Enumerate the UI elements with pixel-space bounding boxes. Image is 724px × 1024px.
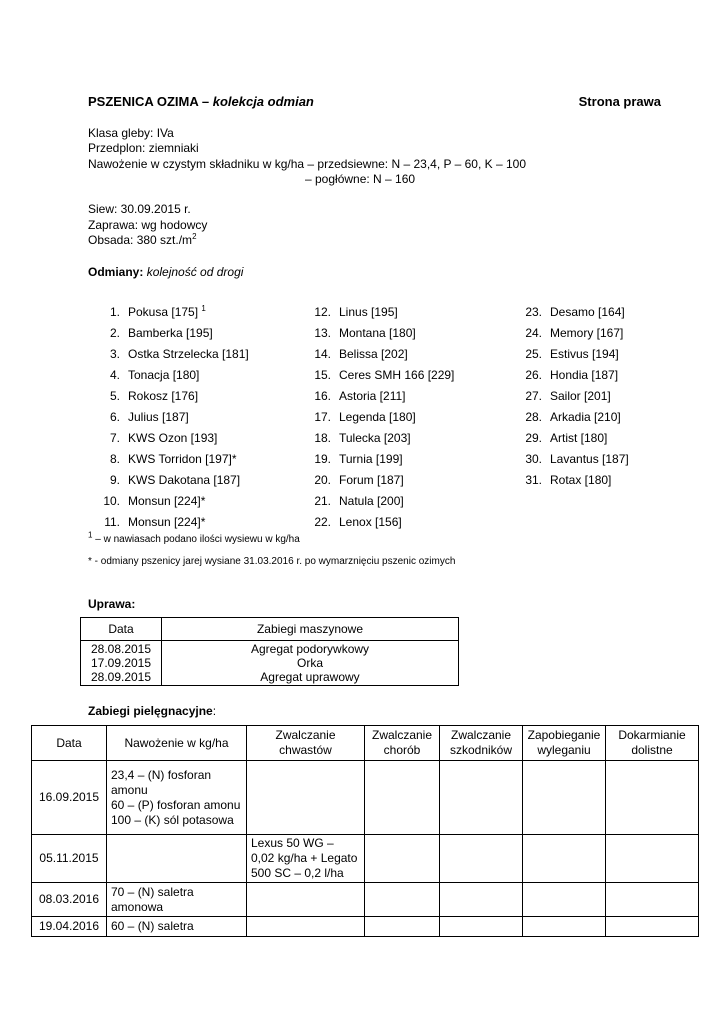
obsada bbox=[88, 233, 197, 247]
variety-number: 14. bbox=[314, 347, 331, 361]
list-item bbox=[98, 409, 249, 430]
variety-footnote-mark: 1 bbox=[201, 304, 206, 313]
list-item bbox=[98, 493, 249, 514]
uprawa-header-data: Data bbox=[81, 618, 162, 641]
zabiegi-header-nawozenie: Nawożenie w kg/ha bbox=[107, 726, 247, 761]
list-item bbox=[98, 430, 249, 451]
list-item bbox=[98, 388, 249, 409]
variety-number: 22. bbox=[314, 515, 331, 529]
variety-number: 16. bbox=[314, 389, 331, 403]
uprawa-table bbox=[80, 617, 459, 686]
row-szkodniki bbox=[440, 761, 523, 835]
zabiegi-header-choroby: Zwalczanie chorób bbox=[365, 726, 440, 761]
klasa-gleby: Klasa gleby: IVa bbox=[88, 126, 174, 140]
variety-name: Lavantus [187] bbox=[550, 452, 629, 466]
row-date: 05.11.2015 bbox=[32, 835, 107, 883]
variety-number: 8. bbox=[109, 452, 120, 466]
zaprawa: Zaprawa: wg hodowcy bbox=[88, 218, 208, 232]
obsada-sup: 2 bbox=[192, 232, 197, 241]
variety-column-1 bbox=[98, 304, 249, 535]
uprawa-dates-cell bbox=[81, 641, 162, 686]
variety-name: Legenda [180] bbox=[339, 410, 416, 424]
variety-number: 31. bbox=[525, 473, 542, 487]
odmiany-label: Odmiany: bbox=[88, 265, 144, 279]
variety-number: 30. bbox=[525, 452, 542, 466]
zabiegi-header-row bbox=[32, 726, 699, 761]
odmiany-heading bbox=[88, 265, 243, 279]
list-item bbox=[520, 346, 629, 367]
row-nawozenie bbox=[107, 917, 247, 937]
list-item bbox=[520, 409, 629, 430]
variety-name: KWS Torridon [197]* bbox=[128, 452, 237, 466]
nawozenie-entry: 23,4 – (N) fosforan amonu bbox=[111, 767, 212, 797]
variety-number: 1. bbox=[109, 305, 120, 319]
variety-name: Turnia [199] bbox=[339, 452, 403, 466]
title-main: PSZENICA OZIMA – bbox=[88, 94, 213, 109]
variety-number: 25. bbox=[525, 347, 542, 361]
row-wyleganie bbox=[523, 883, 606, 917]
variety-number: 20. bbox=[314, 473, 331, 487]
footnote-1-sup: 1 bbox=[88, 530, 93, 540]
uprawa-header-row bbox=[81, 618, 459, 641]
nawozenie-entry: 60 – (N) saletra bbox=[111, 919, 194, 933]
table-row bbox=[81, 641, 459, 686]
uprawa-label: Uprawa: bbox=[88, 597, 136, 611]
row-choroby bbox=[365, 835, 440, 883]
variety-name: Estivus [194] bbox=[550, 347, 619, 361]
row-nawozenie bbox=[107, 835, 247, 883]
variety-number: 23. bbox=[525, 305, 542, 319]
row-chwasty bbox=[247, 883, 365, 917]
list-item bbox=[309, 304, 454, 325]
variety-number: 28. bbox=[525, 410, 542, 424]
variety-number: 4. bbox=[109, 368, 120, 382]
list-item bbox=[309, 430, 454, 451]
list-item bbox=[520, 472, 629, 493]
row-date: 08.03.2016 bbox=[32, 883, 107, 917]
row-choroby bbox=[365, 761, 440, 835]
table-row bbox=[32, 761, 699, 835]
variety-name: Monsun [224]* bbox=[128, 515, 206, 529]
uprawa-zabieg: Agregat podorywkowy bbox=[250, 642, 370, 656]
title-italic: kolekcja odmian bbox=[212, 94, 314, 109]
list-item bbox=[309, 472, 454, 493]
zabiegi-header-chwasty: Zwalczanie chwastów bbox=[247, 726, 365, 761]
list-item bbox=[520, 451, 629, 472]
variety-name: KWS Dakotana [187] bbox=[128, 473, 241, 487]
row-nawozenie bbox=[107, 883, 247, 917]
zabiegi-header-szkodniki: Zwalczanie szkodników bbox=[440, 726, 523, 761]
side-label: Strona prawa bbox=[578, 94, 661, 109]
variety-name: Tonacja [180] bbox=[128, 368, 200, 382]
variety-number: 12. bbox=[314, 305, 331, 319]
odmiany-note: kolejność od drogi bbox=[146, 265, 244, 279]
variety-name: Arkadia [210] bbox=[550, 410, 621, 424]
row-nawozenie bbox=[107, 761, 247, 835]
variety-number: 7. bbox=[109, 431, 120, 445]
variety-name: Lenox [156] bbox=[339, 515, 402, 529]
variety-number: 27. bbox=[525, 389, 542, 403]
row-szkodniki bbox=[440, 883, 523, 917]
variety-number: 19. bbox=[314, 452, 331, 466]
list-item bbox=[98, 346, 249, 367]
list-item bbox=[309, 451, 454, 472]
row-wyleganie bbox=[523, 761, 606, 835]
nawozenie-entry: 70 – (N) saletra amonowa bbox=[111, 884, 194, 914]
row-wyleganie bbox=[523, 835, 606, 883]
list-item bbox=[309, 325, 454, 346]
obsada-text: Obsada: 380 szt./m bbox=[88, 233, 193, 247]
footnote-2: * - odmiany pszenicy jarej wysiane 31.03.2016 r. po wymarznięciu pszenic ozimych bbox=[88, 556, 456, 567]
variety-number: 5. bbox=[109, 389, 120, 403]
table-row bbox=[32, 917, 699, 937]
variety-name: Forum [187] bbox=[339, 473, 404, 487]
row-chwasty bbox=[247, 761, 365, 835]
row-dokarmianie bbox=[606, 835, 699, 883]
variety-name: Desamo [164] bbox=[550, 305, 625, 319]
uprawa-date: 28.08.2015 bbox=[90, 642, 152, 656]
list-item bbox=[98, 367, 249, 388]
variety-name: Bamberka [195] bbox=[128, 326, 213, 340]
row-wyleganie bbox=[523, 917, 606, 937]
variety-number: 17. bbox=[314, 410, 331, 424]
variety-number: 15. bbox=[314, 368, 331, 382]
page-title bbox=[88, 94, 314, 109]
variety-name: Rotax [180] bbox=[550, 473, 612, 487]
siew: Siew: 30.09.2015 r. bbox=[88, 202, 191, 216]
table-row bbox=[32, 883, 699, 917]
row-szkodniki bbox=[440, 835, 523, 883]
list-item bbox=[98, 472, 249, 493]
row-chwasty bbox=[247, 917, 365, 937]
row-date: 16.09.2015 bbox=[32, 761, 107, 835]
variety-name: Natula [200] bbox=[339, 494, 404, 508]
variety-number: 6. bbox=[109, 410, 120, 424]
footnote-1 bbox=[88, 530, 300, 545]
nawozenie-entry: 60 – (P) fosforan amonu bbox=[111, 797, 241, 812]
list-item bbox=[309, 388, 454, 409]
zabiegi-header-data: Data bbox=[32, 726, 107, 761]
zabiegi-table bbox=[31, 725, 699, 937]
variety-name: Monsun [224]* bbox=[128, 494, 206, 508]
variety-name: Sailor [201] bbox=[550, 389, 611, 403]
variety-number: 3. bbox=[109, 347, 120, 361]
list-item bbox=[98, 514, 249, 535]
uprawa-zabiegi-cell bbox=[162, 641, 459, 686]
variety-name: Astoria [211] bbox=[339, 389, 406, 403]
list-item bbox=[309, 514, 454, 535]
list-item bbox=[309, 346, 454, 367]
zabiegi-label bbox=[88, 704, 216, 718]
variety-name: Julius [187] bbox=[128, 410, 189, 424]
footnote-1-text: – w nawiasach podano ilości wysiewu w kg/ha bbox=[92, 534, 300, 545]
nawozenie-przedsiewne: Nawożenie w czystym składniku w kg/ha – przedsiewne: N – 23,4, P – 60, K – 100 bbox=[88, 157, 527, 171]
row-dokarmianie bbox=[606, 917, 699, 937]
list-item bbox=[520, 304, 629, 325]
uprawa-date: 17.09.2015 bbox=[90, 656, 152, 670]
list-item bbox=[309, 493, 454, 514]
list-item bbox=[309, 409, 454, 430]
row-choroby bbox=[365, 883, 440, 917]
variety-name: KWS Ozon [193] bbox=[128, 431, 218, 445]
variety-name: Artist [180] bbox=[550, 431, 608, 445]
variety-number: 29. bbox=[525, 431, 542, 445]
uprawa-date: 28.09.2015 bbox=[90, 670, 152, 684]
variety-name: Pokusa [175] bbox=[128, 305, 199, 319]
zabiegi-label-text: Zabiegi pielęgnacyjne bbox=[88, 704, 213, 718]
variety-name: Tulecka [203] bbox=[339, 431, 411, 445]
row-dokarmianie bbox=[606, 883, 699, 917]
row-date: 19.04.2016 bbox=[32, 917, 107, 937]
variety-number: 13. bbox=[314, 326, 331, 340]
list-item bbox=[98, 304, 249, 325]
zabiegi-header-wyleganie: Zapobieganie wyleganiu bbox=[523, 726, 606, 761]
row-dokarmianie bbox=[606, 761, 699, 835]
zabiegi-label-suffix: : bbox=[212, 704, 217, 718]
nawozenie-poglowne: – pogłówne: N – 160 bbox=[305, 172, 416, 186]
zabiegi-body bbox=[32, 761, 699, 937]
variety-number: 21. bbox=[314, 494, 331, 508]
uprawa-zabieg: Agregat uprawowy bbox=[260, 670, 360, 684]
list-item bbox=[520, 325, 629, 346]
variety-number: 2. bbox=[109, 326, 120, 340]
variety-name: Hondia [187] bbox=[550, 368, 619, 382]
variety-name: Linus [195] bbox=[339, 305, 398, 319]
variety-number: 11. bbox=[104, 515, 120, 529]
variety-number: 24. bbox=[525, 326, 542, 340]
uprawa-header-zabiegi: Zabiegi maszynowe bbox=[162, 618, 459, 641]
list-item bbox=[520, 388, 629, 409]
variety-name: Ostka Strzelecka [181] bbox=[128, 347, 249, 361]
table-row bbox=[32, 835, 699, 883]
list-item bbox=[520, 367, 629, 388]
row-szkodniki bbox=[440, 917, 523, 937]
variety-name: Ceres SMH 166 [229] bbox=[339, 368, 455, 382]
variety-number: 18. bbox=[314, 431, 331, 445]
nawozenie-entry: 100 – (K) sól potasowa bbox=[111, 812, 234, 827]
uprawa-zabieg: Orka bbox=[296, 656, 323, 670]
variety-column-3 bbox=[520, 304, 629, 493]
list-item bbox=[98, 325, 249, 346]
variety-name: Belissa [202] bbox=[339, 347, 408, 361]
row-chwasty: Lexus 50 WG – 0,02 kg/ha + Legato 500 SC – 0,2 l/ha bbox=[247, 835, 365, 883]
variety-column-2 bbox=[309, 304, 454, 535]
row-choroby bbox=[365, 917, 440, 937]
list-item bbox=[309, 367, 454, 388]
variety-name: Rokosz [176] bbox=[128, 389, 199, 403]
variety-name: Memory [167] bbox=[550, 326, 624, 340]
list-item bbox=[520, 430, 629, 451]
variety-number: 26. bbox=[525, 368, 542, 382]
variety-name: Montana [180] bbox=[339, 326, 416, 340]
zabiegi-header-dokarmianie: Dokarmianie dolistne bbox=[606, 726, 699, 761]
przedplon: Przedplon: ziemniaki bbox=[88, 141, 199, 155]
variety-number: 10. bbox=[103, 494, 120, 508]
list-item bbox=[98, 451, 249, 472]
variety-number: 9. bbox=[109, 473, 120, 487]
